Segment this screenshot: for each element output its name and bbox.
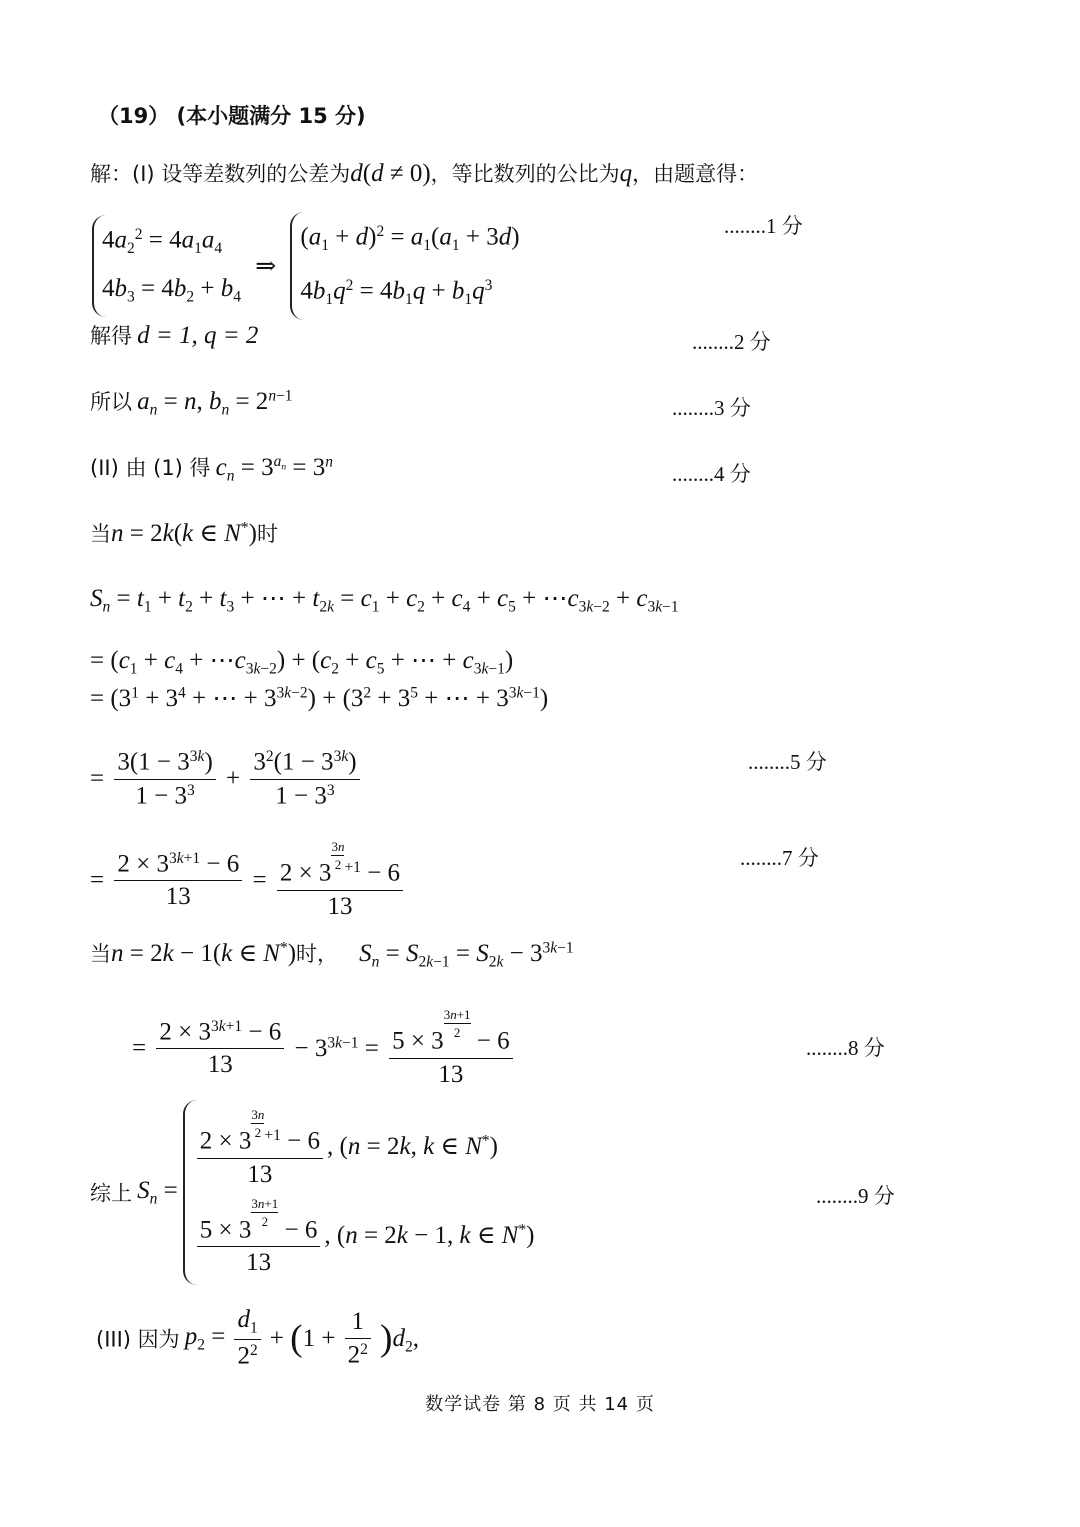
part3-label: (III) 因为: [96, 1327, 180, 1352]
part2-label: (II) 由 (1) 得: [90, 456, 211, 480]
page-footer: 数学试卷 第 8 页 共 14 页: [425, 1394, 655, 1415]
score-7: ........7 分: [740, 846, 819, 870]
odd-result-line: = $\frac{2 \times 3^{3k+1} - 6}{13}$ − $3^{3k-1}$ = 5 × 3 $\frac{3n+1}{2}$ − 6 13: [132, 1008, 517, 1089]
intro-mid-text: ，等比数列的公比为: [430, 162, 620, 186]
score-2: ........2 分: [692, 330, 771, 354]
case-even: 当n = 2k(k ∈ N*)时: [90, 519, 278, 547]
case-odd-pre: 当: [90, 942, 111, 966]
even-result-line: = $\frac{2 \times 3^{3k+1} - 6}{13}$ = 2 × 3 $\frac{3n}{2}$ $^{+1}$ − 6 13: [90, 840, 407, 921]
intro-text: 解：(I) 设等差数列的公差为: [90, 162, 351, 186]
solve-equation: d = 1, q = 2: [137, 322, 259, 349]
summary-block: 综上 $S_n$ = 2 × 3 $\frac{3n}{2}$ $^{+1}$ − 6 13 , (n = 2k, k ∈ N*) 5 × 3 $\frac{3n+1}{2}$ − 6 13 , (n = 2k − 1, k ∈ N*): [90, 1100, 534, 1285]
score-1: ........1 分: [724, 214, 803, 238]
case-odd: 当n = 2k − 1(k ∈ N*)时， $S_n = S_{2k-1} = S_{2k} - 3^{3k-1}$: [90, 939, 574, 971]
intro-end-text: ，由题意得：: [632, 162, 759, 186]
case-even-pre: 当: [90, 522, 111, 546]
score-4: ........4 分: [672, 462, 751, 486]
question-number: （19）: [98, 104, 170, 128]
sum-line-1: $S_n = t_1 + t_2 + t_3$ + ⋯ + $t_{2k} = c_1 + c_2 + c_4 + c_5$ + $\cdots c_{3k-2} + c_{3k-1}$: [90, 585, 679, 616]
intro-line: 解：(I) 设等差数列的公差为d(d ≠ 0)，等比数列的公比为q，由题意得：: [90, 160, 759, 187]
score-3: ........3 分: [672, 396, 751, 420]
part2-line: (II) 由 (1) 得 $c_n = 3^{a_n} = 3^n$: [90, 453, 334, 485]
sum-line-3: = ($3^1 + 3^4$ + ⋯ + $3^{3k-2}) + (3^2 + 3^5$ + ⋯ + $3^{3k-1}$): [90, 684, 549, 712]
score-9: ........9 分: [816, 1184, 895, 1208]
case-even-suffix: 时: [256, 522, 278, 546]
so-line: 所以 $a_n = n$, $b_n = 2^{n-1}$: [90, 387, 293, 419]
equation-system: $4a_2^2 = 4a_1a_4$ $4b_3 = 4b_2 + b_4$ ⇒ $(a_1 + d)^2 = a_1(a_1 + 3d)$ $4b_1q^2 = 4b_1q + b_1q^3$: [92, 212, 520, 320]
part3-line: (III) 因为 $p_2$ = $\frac{d_1}{2^2}$ + (1 + $\frac{1}{2^2}$ )$d_2$,: [96, 1306, 419, 1370]
score-5: ........5 分: [748, 750, 827, 774]
sum-fraction-line: = $\frac{3(1 - 3^{3k})}{1 - 3^3}$ + $\frac{3^2(1 - 3^{3k})}{1 - 3^3}$: [90, 748, 364, 810]
case-odd-suffix: 时，: [296, 942, 339, 966]
sum-line-2: = ($c_1 + c_4$ + $\cdots c_{3k-2}) + (c_2 + c_5$ + ⋯ + $c_{3k-1}$): [90, 647, 514, 678]
solve-line: [90, 320, 258, 350]
question-header: [98, 100, 366, 130]
summary-label: 综上: [90, 1181, 132, 1206]
solve-label: 解得: [90, 324, 132, 348]
score-8: ........8 分: [806, 1036, 885, 1060]
question-note: (本小题满分 15 分): [176, 104, 366, 128]
so-label: 所以: [90, 390, 132, 414]
